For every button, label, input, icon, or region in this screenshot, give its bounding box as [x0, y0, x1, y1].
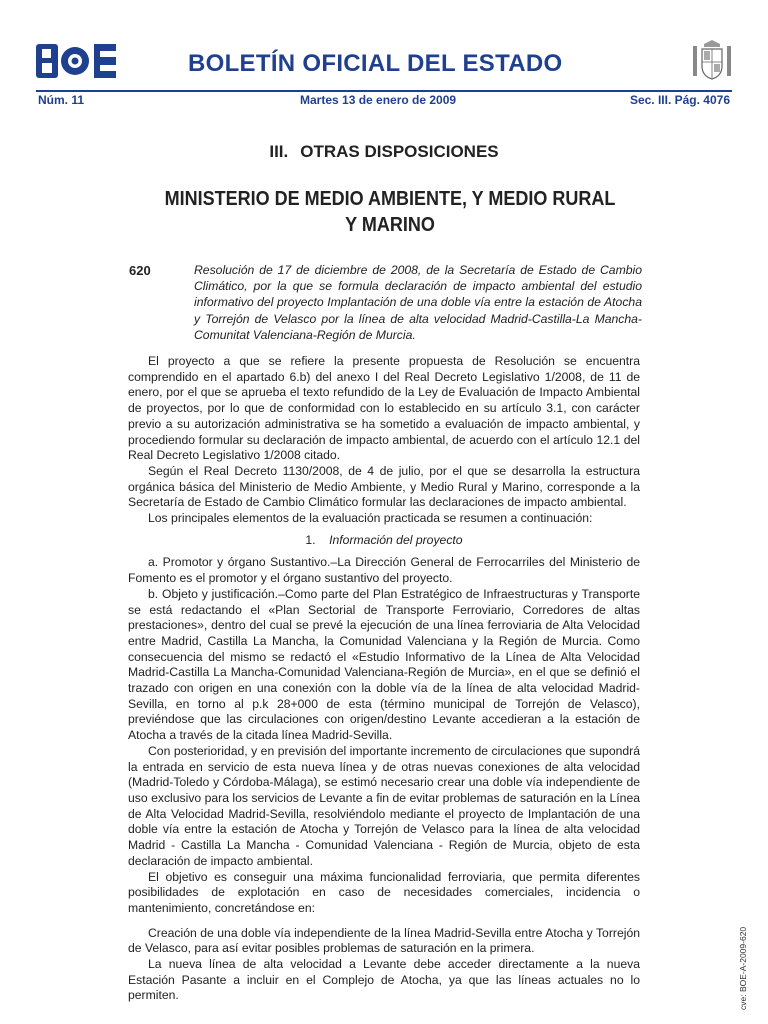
coat-of-arms-icon — [690, 38, 734, 82]
ministry-line-2: Y MARINO — [345, 214, 435, 236]
body-paragraph: Según el Real Decreto 1130/2008, de 4 de julio, por el que se desarrolla la estructura orgánica básica del Ministerio de Medio Ambiente, y Medio Rural y Marino, corresponde a la Secretaría de Estado de Cambio Climático formular las declaraciones de impacto ambiental. — [128, 463, 640, 510]
subheading — [128, 533, 640, 549]
subheading-text: Información del proyecto — [329, 532, 463, 547]
issue-number: Núm. 11 — [38, 93, 85, 107]
document-body — [128, 354, 640, 1004]
section-heading — [0, 142, 768, 162]
issue-date: Martes 13 de enero de 2009 — [300, 93, 457, 107]
body-paragraph: a. Promotor y órgano Sustantivo.–La Dirección General de Ferrocarriles del Ministerio de Fomento es el promotor y el órgano sustantivo del proyecto. — [128, 555, 640, 586]
body-paragraph: El proyecto a que se refiere la presente propuesta de Resolución se encuentra comprendido en el apartado 6.b) del anexo I del Real Decreto Legislativo 1/2008, de 11 de enero, por el que se aprueba el texto refundido de la Ley de Evaluación de Impacto Ambiental de proyectos, por lo que de conformidad con lo establecido en su artículo 3.1, con carácter previo a su autorización administrativa se ha sometido a evaluación de impacto ambiental, y procediendo formular su declaración de impacto ambiental, de acuerdo con el artículo 12.1 del Real Decreto Legislativo 1/2008 citado. — [128, 354, 640, 463]
section-page: Sec. III. Pág. 4076 — [629, 93, 730, 107]
subheading-number: 1. — [305, 532, 316, 547]
body-paragraph: Los principales elementos de la evaluación practicada se resumen a continuación: — [148, 511, 593, 526]
boe-logo-mark — [36, 44, 116, 78]
body-paragraph: Con posterioridad, y en previsión del importante incremento de circulaciones que supondrá la entrada en servicio de esta nueva línea y de otras nuevas conexiones de alta velocidad (Madrid-Toledo y Córdoba-Málaga), se estimó necesario crear una doble vía independiente de uso exclusivo para los servicios de Levante a fin de evitar problemas de saturación en la Línea de Alta Velocidad Madrid-Sevilla, resolviéndolo mediante el proyecto de Implantación de una doble vía entre la estación de Atocha y Torrejón de Velasco para la línea de alta velocidad Madrid - Castilla La Mancha - Comunidad Valenciana - Región de Murcia, objeto de esta declaración de impacto ambiental. — [128, 743, 640, 868]
section-roman: III. — [269, 142, 289, 161]
document-number: 620 — [129, 263, 151, 278]
gazette-title: BOLETÍN OFICIAL DEL ESTADO — [188, 50, 563, 77]
ministry-heading — [156, 186, 624, 238]
cve-identifier: cve: BOE-A-2009-620 — [738, 926, 748, 1010]
resolution-summary: Resolución de 17 de diciembre de 2008, de la Secretaría de Estado de Cambio Climático, por la que se formula declaración de impacto ambiental del estudio informativo del proyecto Implantación de una doble vía entre la estación de Atocha y Torrejón de Velasco por la línea de alta velocidad Madrid-Castilla-La Mancha-Comunitat Valenciana-Región de Murcia. — [194, 263, 642, 342]
header-divider — [36, 90, 732, 92]
body-paragraph: Creación de una doble vía independiente de la línea Madrid-Sevilla entre Atocha y Torrejón de Velasco, para así evitar posibles problemas de saturación en la primera. — [128, 925, 640, 956]
body-paragraph: La nueva línea de alta velocidad a Levante debe acceder directamente a la nueva Estación Pasante a incluir en el Complejo de Atocha, ya que las líneas actuales no lo permiten. — [128, 957, 640, 1003]
section-title: OTRAS DISPOSICIONES — [300, 142, 499, 161]
ministry-line-1: MINISTERIO DE MEDIO AMBIENTE, Y MEDIO RURAL — [164, 188, 616, 210]
body-paragraph: b. Objeto y justificación.–Como parte del Plan Estratégico de Infraestructuras y Transporte se está redactando el «Plan Sectorial de Transporte Ferroviario, Corredores de altas prestaciones», dentro del cual se prevé la ejecución de una línea ferroviaria de Alta Velocidad entre Madrid, Castilla La Mancha, la Comunidad Valenciana y la Región de Murcia. Como consecuencia del mismo se redactó el «Estudio Informativo de la Línea de Alta Velocidad Madrid-Castilla La Mancha-Comunidad Valenciana-Región de Murcia», en el que se definió el trazado con origen en una conexión con la doble vía de la línea de alta velocidad Madrid-Sevilla, en torno al p.k 28+000 de esta (término municipal de Torrejón de Velasco), previéndose que las circulaciones con origen/destino Levante accedieran a la estación de Atocha a través de la citada línea Madrid-Sevilla. — [128, 586, 640, 743]
body-paragraph: El objetivo es conseguir una máxima funcionalidad ferroviaria, que permita diferentes posibilidades de explotación en caso de necesidades comerciales, incidencia o mantenimiento, concretándose en: — [128, 869, 640, 915]
boe-logo — [36, 44, 116, 78]
